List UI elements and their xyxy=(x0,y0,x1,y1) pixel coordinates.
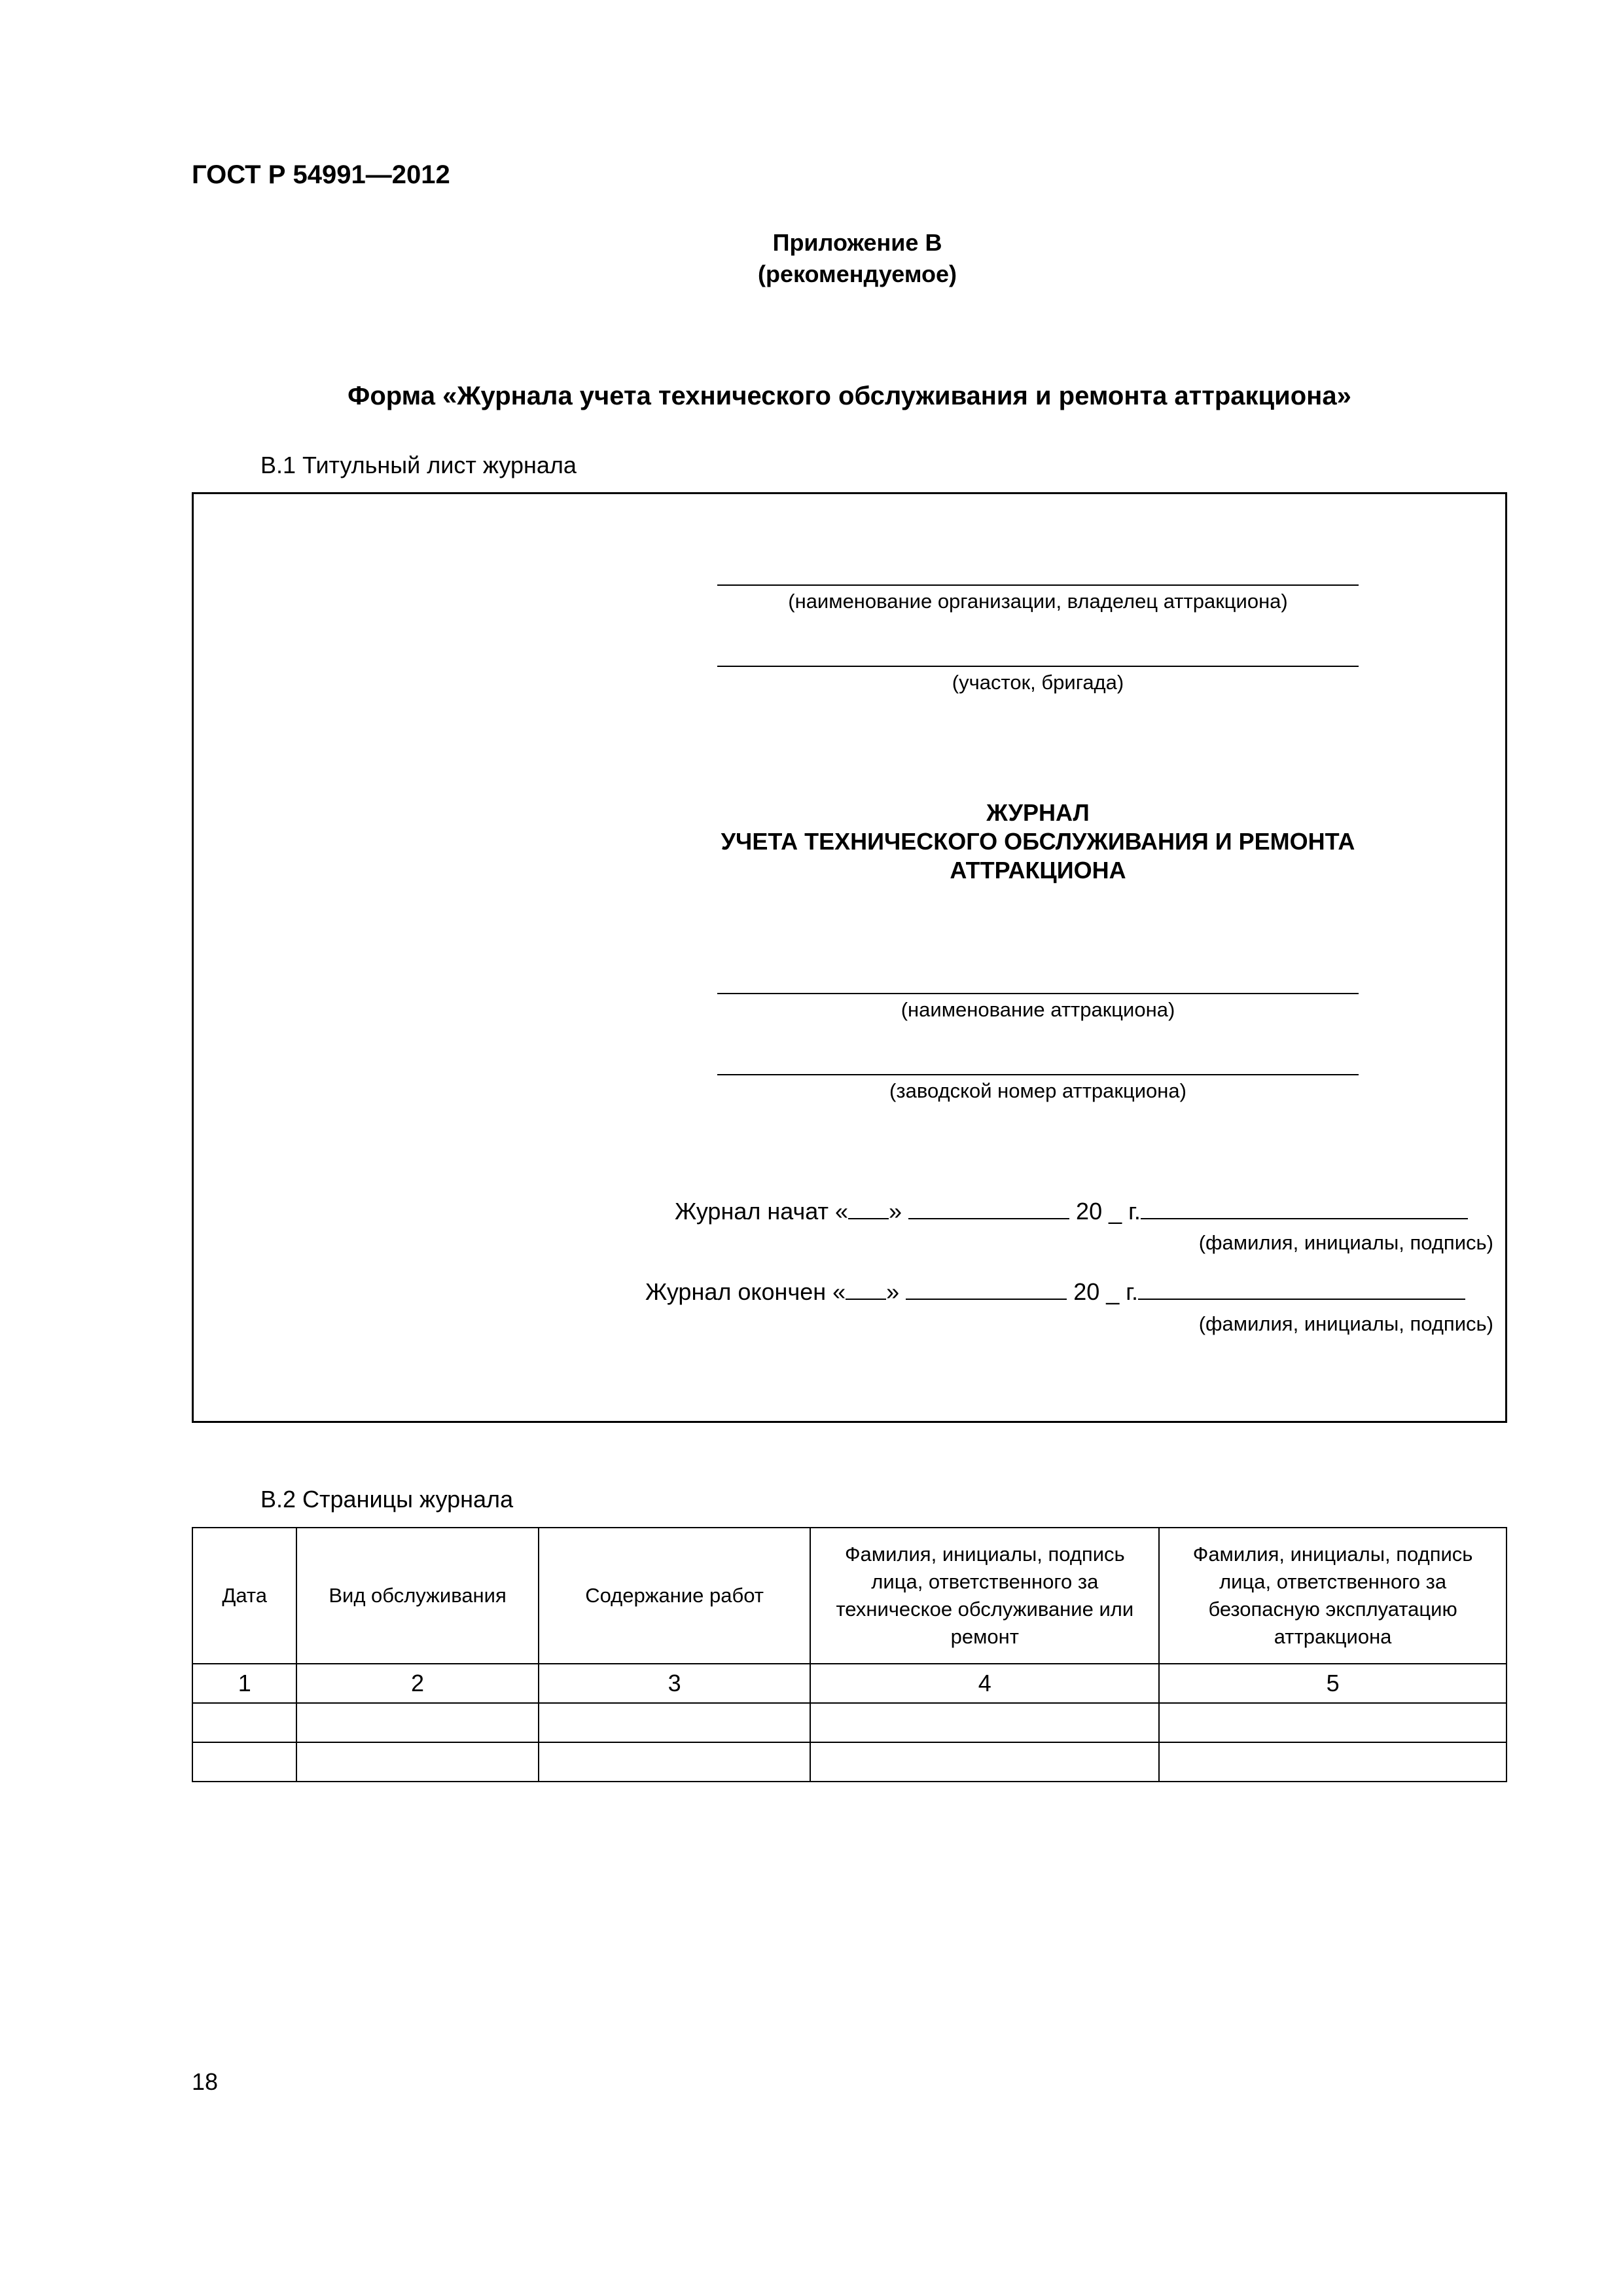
annex-type: (рекомендуемое) xyxy=(758,260,957,287)
start-quote-close: » xyxy=(888,1198,902,1225)
attraction-name-fill-line[interactable] xyxy=(717,993,1359,994)
column-number: 4 xyxy=(810,1664,1159,1703)
column-number: 2 xyxy=(296,1664,538,1703)
end-year-label: 20 _ г. xyxy=(1073,1278,1138,1305)
document-code: ГОСТ Р 54991—2012 xyxy=(192,160,450,189)
organization-caption: (наименование организации, владелец аттракциона) xyxy=(788,590,1288,613)
table-cell[interactable] xyxy=(296,1703,538,1742)
column-header-work-content: Содержание работ xyxy=(539,1528,811,1664)
table-cell[interactable] xyxy=(539,1742,811,1782)
serial-number-fill-line[interactable] xyxy=(717,1074,1359,1075)
organization-fill-line[interactable] xyxy=(717,584,1359,586)
column-header-service-type: Вид обслуживания xyxy=(296,1528,538,1664)
title-page-frame xyxy=(192,492,1507,1423)
column-number: 1 xyxy=(192,1664,296,1703)
start-signature-blank[interactable] xyxy=(1141,1198,1468,1219)
journal-started-line xyxy=(675,1198,1468,1225)
table-row xyxy=(192,1742,1507,1782)
page-number: 18 xyxy=(192,2068,219,2095)
form-title: Форма «Журнала учета технического обслуживания и ремонта аттракциона» xyxy=(348,382,1351,410)
journal-title-line-3: АТТРАКЦИОНА xyxy=(950,857,1126,884)
start-year-label: 20 _ г. xyxy=(1076,1198,1141,1225)
table-cell[interactable] xyxy=(1159,1703,1507,1742)
section-b1-label: В.1 Титульный лист журнала xyxy=(260,452,577,478)
unit-caption: (участок, бригада) xyxy=(952,671,1124,694)
column-number: 3 xyxy=(539,1664,811,1703)
column-number-row xyxy=(192,1664,1507,1703)
journal-ended-line xyxy=(645,1278,1465,1306)
column-header-safety-responsible: Фамилия, инициалы, подпись лица, ответственного за безопасную эксплуатацию аттракциона xyxy=(1159,1528,1507,1664)
journal-title-line-1: ЖУРНАЛ xyxy=(986,799,1090,826)
end-signature-blank[interactable] xyxy=(1138,1279,1465,1300)
end-month-blank[interactable] xyxy=(906,1279,1067,1300)
serial-number-caption: (заводской номер аттракциона) xyxy=(889,1079,1186,1102)
column-header-date: Дата xyxy=(192,1528,296,1664)
journal-ended-label: Журнал окончен « xyxy=(645,1278,846,1305)
table-row xyxy=(192,1703,1507,1742)
journal-title-line-2: УЧЕТА ТЕХНИЧЕСКОГО ОБСЛУЖИВАНИЯ И РЕМОНТА xyxy=(721,828,1355,855)
column-number: 5 xyxy=(1159,1664,1507,1703)
table-cell[interactable] xyxy=(1159,1742,1507,1782)
table-cell[interactable] xyxy=(810,1742,1159,1782)
table-cell[interactable] xyxy=(539,1703,811,1742)
end-day-blank[interactable] xyxy=(846,1279,886,1300)
table-cell[interactable] xyxy=(810,1703,1159,1742)
table-header-row xyxy=(192,1528,1507,1664)
end-quote-close: » xyxy=(886,1278,900,1305)
journal-started-label: Журнал начат « xyxy=(675,1198,848,1225)
section-b2-label: В.2 Страницы журнала xyxy=(260,1486,514,1513)
attraction-name-caption: (наименование аттракциона) xyxy=(901,998,1175,1021)
annex-title: Приложение В xyxy=(772,229,942,256)
table-cell[interactable] xyxy=(192,1703,296,1742)
end-signature-caption: (фамилия, инициалы, подпись) xyxy=(1198,1312,1493,1335)
start-month-blank[interactable] xyxy=(908,1198,1069,1219)
table-cell[interactable] xyxy=(192,1742,296,1782)
unit-fill-line[interactable] xyxy=(717,666,1359,667)
column-header-maintenance-responsible: Фамилия, инициалы, подпись лица, ответственного за техническое обслуживание или ремонт xyxy=(810,1528,1159,1664)
table-cell[interactable] xyxy=(296,1742,538,1782)
journal-pages-table xyxy=(192,1527,1507,1782)
start-day-blank[interactable] xyxy=(848,1198,889,1219)
start-signature-caption: (фамилия, инициалы, подпись) xyxy=(1198,1231,1493,1254)
